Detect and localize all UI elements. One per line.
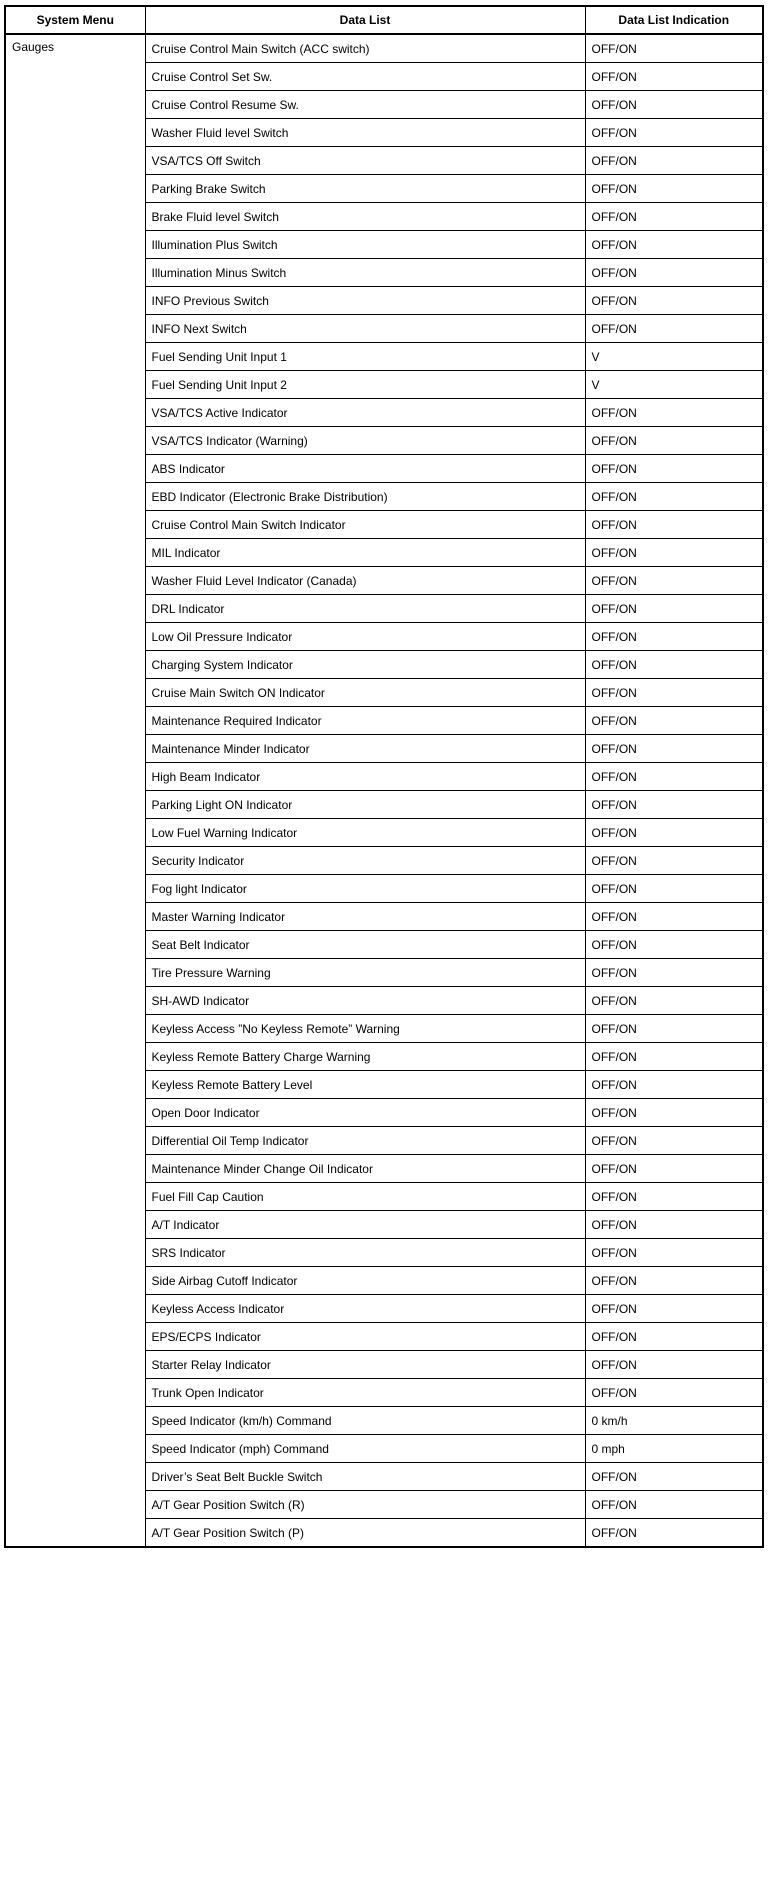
data-list-cell: Master Warning Indicator [145,903,585,931]
data-list-cell: Illumination Minus Switch [145,259,585,287]
indication-cell: OFF/ON [585,455,763,483]
data-list-cell: EPS/ECPS Indicator [145,1323,585,1351]
data-list-cell: Maintenance Minder Change Oil Indicator [145,1155,585,1183]
data-list-cell: A/T Gear Position Switch (P) [145,1519,585,1548]
indication-cell: OFF/ON [585,511,763,539]
data-list-cell: Maintenance Minder Indicator [145,735,585,763]
indication-cell: 0 mph [585,1435,763,1463]
data-list-cell: Starter Relay Indicator [145,1351,585,1379]
indication-cell: OFF/ON [585,119,763,147]
indication-cell: OFF/ON [585,679,763,707]
indication-cell: OFF/ON [585,287,763,315]
data-list-cell: Maintenance Required Indicator [145,707,585,735]
header-row [5,6,763,34]
data-list-cell: VSA/TCS Active Indicator [145,399,585,427]
indication-cell: OFF/ON [585,427,763,455]
indication-cell: OFF/ON [585,1043,763,1071]
indication-cell: OFF/ON [585,399,763,427]
indication-cell: OFF/ON [585,1155,763,1183]
data-list-cell: VSA/TCS Off Switch [145,147,585,175]
data-list-cell: Cruise Main Switch ON Indicator [145,679,585,707]
indication-cell: OFF/ON [585,231,763,259]
indication-cell: OFF/ON [585,539,763,567]
data-list-cell: Differential Oil Temp Indicator [145,1127,585,1155]
data-list-cell: A/T Indicator [145,1211,585,1239]
data-list-cell: Speed Indicator (km/h) Command [145,1407,585,1435]
data-list-cell: EBD Indicator (Electronic Brake Distribution) [145,483,585,511]
indication-cell: OFF/ON [585,63,763,91]
data-list-cell: Cruise Control Set Sw. [145,63,585,91]
data-list-cell: Brake Fluid level Switch [145,203,585,231]
indication-cell: OFF/ON [585,1183,763,1211]
data-list-cell: Trunk Open Indicator [145,1379,585,1407]
data-list-cell: Keyless Access ”No Keyless Remote” Warning [145,1015,585,1043]
indication-cell: OFF/ON [585,707,763,735]
data-list-cell: Low Fuel Warning Indicator [145,819,585,847]
data-list-cell: Cruise Control Main Switch (ACC switch) [145,34,585,63]
indication-cell: OFF/ON [585,1491,763,1519]
data-list-cell: Open Door Indicator [145,1099,585,1127]
indication-cell: OFF/ON [585,791,763,819]
indication-cell: OFF/ON [585,763,763,791]
data-list-cell: Cruise Control Main Switch Indicator [145,511,585,539]
indication-cell: OFF/ON [585,1015,763,1043]
indication-cell: V [585,371,763,399]
data-list-cell: Cruise Control Resume Sw. [145,91,585,119]
data-list-cell: Driver’s Seat Belt Buckle Switch [145,1463,585,1491]
data-list-cell: Washer Fluid Level Indicator (Canada) [145,567,585,595]
data-list-cell: Keyless Remote Battery Level [145,1071,585,1099]
data-list-cell: VSA/TCS Indicator (Warning) [145,427,585,455]
indication-cell: OFF/ON [585,1351,763,1379]
indication-cell: OFF/ON [585,315,763,343]
data-list-cell: Seat Belt Indicator [145,931,585,959]
indication-cell: OFF/ON [585,735,763,763]
data-list-cell: Security Indicator [145,847,585,875]
indication-cell: OFF/ON [585,1323,763,1351]
indication-cell: OFF/ON [585,651,763,679]
table-row [5,34,763,63]
indication-cell: OFF/ON [585,91,763,119]
indication-cell: OFF/ON [585,1463,763,1491]
indication-cell: OFF/ON [585,1211,763,1239]
indication-cell: OFF/ON [585,1295,763,1323]
header-data-list: Data List [145,6,585,34]
data-list-cell: Fuel Sending Unit Input 2 [145,371,585,399]
indication-cell: OFF/ON [585,1071,763,1099]
indication-cell: OFF/ON [585,1519,763,1548]
data-list-cell: Parking Brake Switch [145,175,585,203]
indication-cell: OFF/ON [585,1127,763,1155]
data-list-cell: Keyless Remote Battery Charge Warning [145,1043,585,1071]
indication-cell: OFF/ON [585,623,763,651]
header-data-list-indication: Data List Indication [585,6,763,34]
data-list-cell: High Beam Indicator [145,763,585,791]
table-body [5,34,763,1547]
data-list-cell: Washer Fluid level Switch [145,119,585,147]
data-list-cell: INFO Next Switch [145,315,585,343]
data-list-cell: Fog light Indicator [145,875,585,903]
indication-cell: OFF/ON [585,819,763,847]
indication-cell: OFF/ON [585,483,763,511]
data-list-cell: Speed Indicator (mph) Command [145,1435,585,1463]
data-list-cell: Keyless Access Indicator [145,1295,585,1323]
data-list-cell: INFO Previous Switch [145,287,585,315]
data-list-cell: Tire Pressure Warning [145,959,585,987]
data-list-cell: Fuel Fill Cap Caution [145,1183,585,1211]
indication-cell: OFF/ON [585,147,763,175]
indication-cell: OFF/ON [585,259,763,287]
data-list-cell: MIL Indicator [145,539,585,567]
indication-cell: OFF/ON [585,203,763,231]
indication-cell: OFF/ON [585,1099,763,1127]
indication-cell: OFF/ON [585,903,763,931]
indication-cell: OFF/ON [585,1267,763,1295]
indication-cell: V [585,343,763,371]
indication-cell: OFF/ON [585,595,763,623]
indication-cell: OFF/ON [585,34,763,63]
indication-cell: OFF/ON [585,1239,763,1267]
indication-cell: OFF/ON [585,847,763,875]
indication-cell: OFF/ON [585,959,763,987]
system-menu-cell: Gauges [5,34,145,1547]
data-list-cell: Parking Light ON Indicator [145,791,585,819]
indication-cell: OFF/ON [585,1379,763,1407]
indication-cell: OFF/ON [585,931,763,959]
data-list-cell: A/T Gear Position Switch (R) [145,1491,585,1519]
data-list-cell: DRL Indicator [145,595,585,623]
indication-cell: 0 km/h [585,1407,763,1435]
data-list-cell: Charging System Indicator [145,651,585,679]
data-list-cell: SRS Indicator [145,1239,585,1267]
data-list-cell: Side Airbag Cutoff Indicator [145,1267,585,1295]
indication-cell: OFF/ON [585,175,763,203]
data-list-cell: SH-AWD Indicator [145,987,585,1015]
indication-cell: OFF/ON [585,875,763,903]
data-list-table [4,5,764,1548]
data-list-cell: ABS Indicator [145,455,585,483]
data-list-cell: Illumination Plus Switch [145,231,585,259]
data-list-cell: Low Oil Pressure Indicator [145,623,585,651]
data-list-cell: Fuel Sending Unit Input 1 [145,343,585,371]
indication-cell: OFF/ON [585,987,763,1015]
header-system-menu: System Menu [5,6,145,34]
indication-cell: OFF/ON [585,567,763,595]
